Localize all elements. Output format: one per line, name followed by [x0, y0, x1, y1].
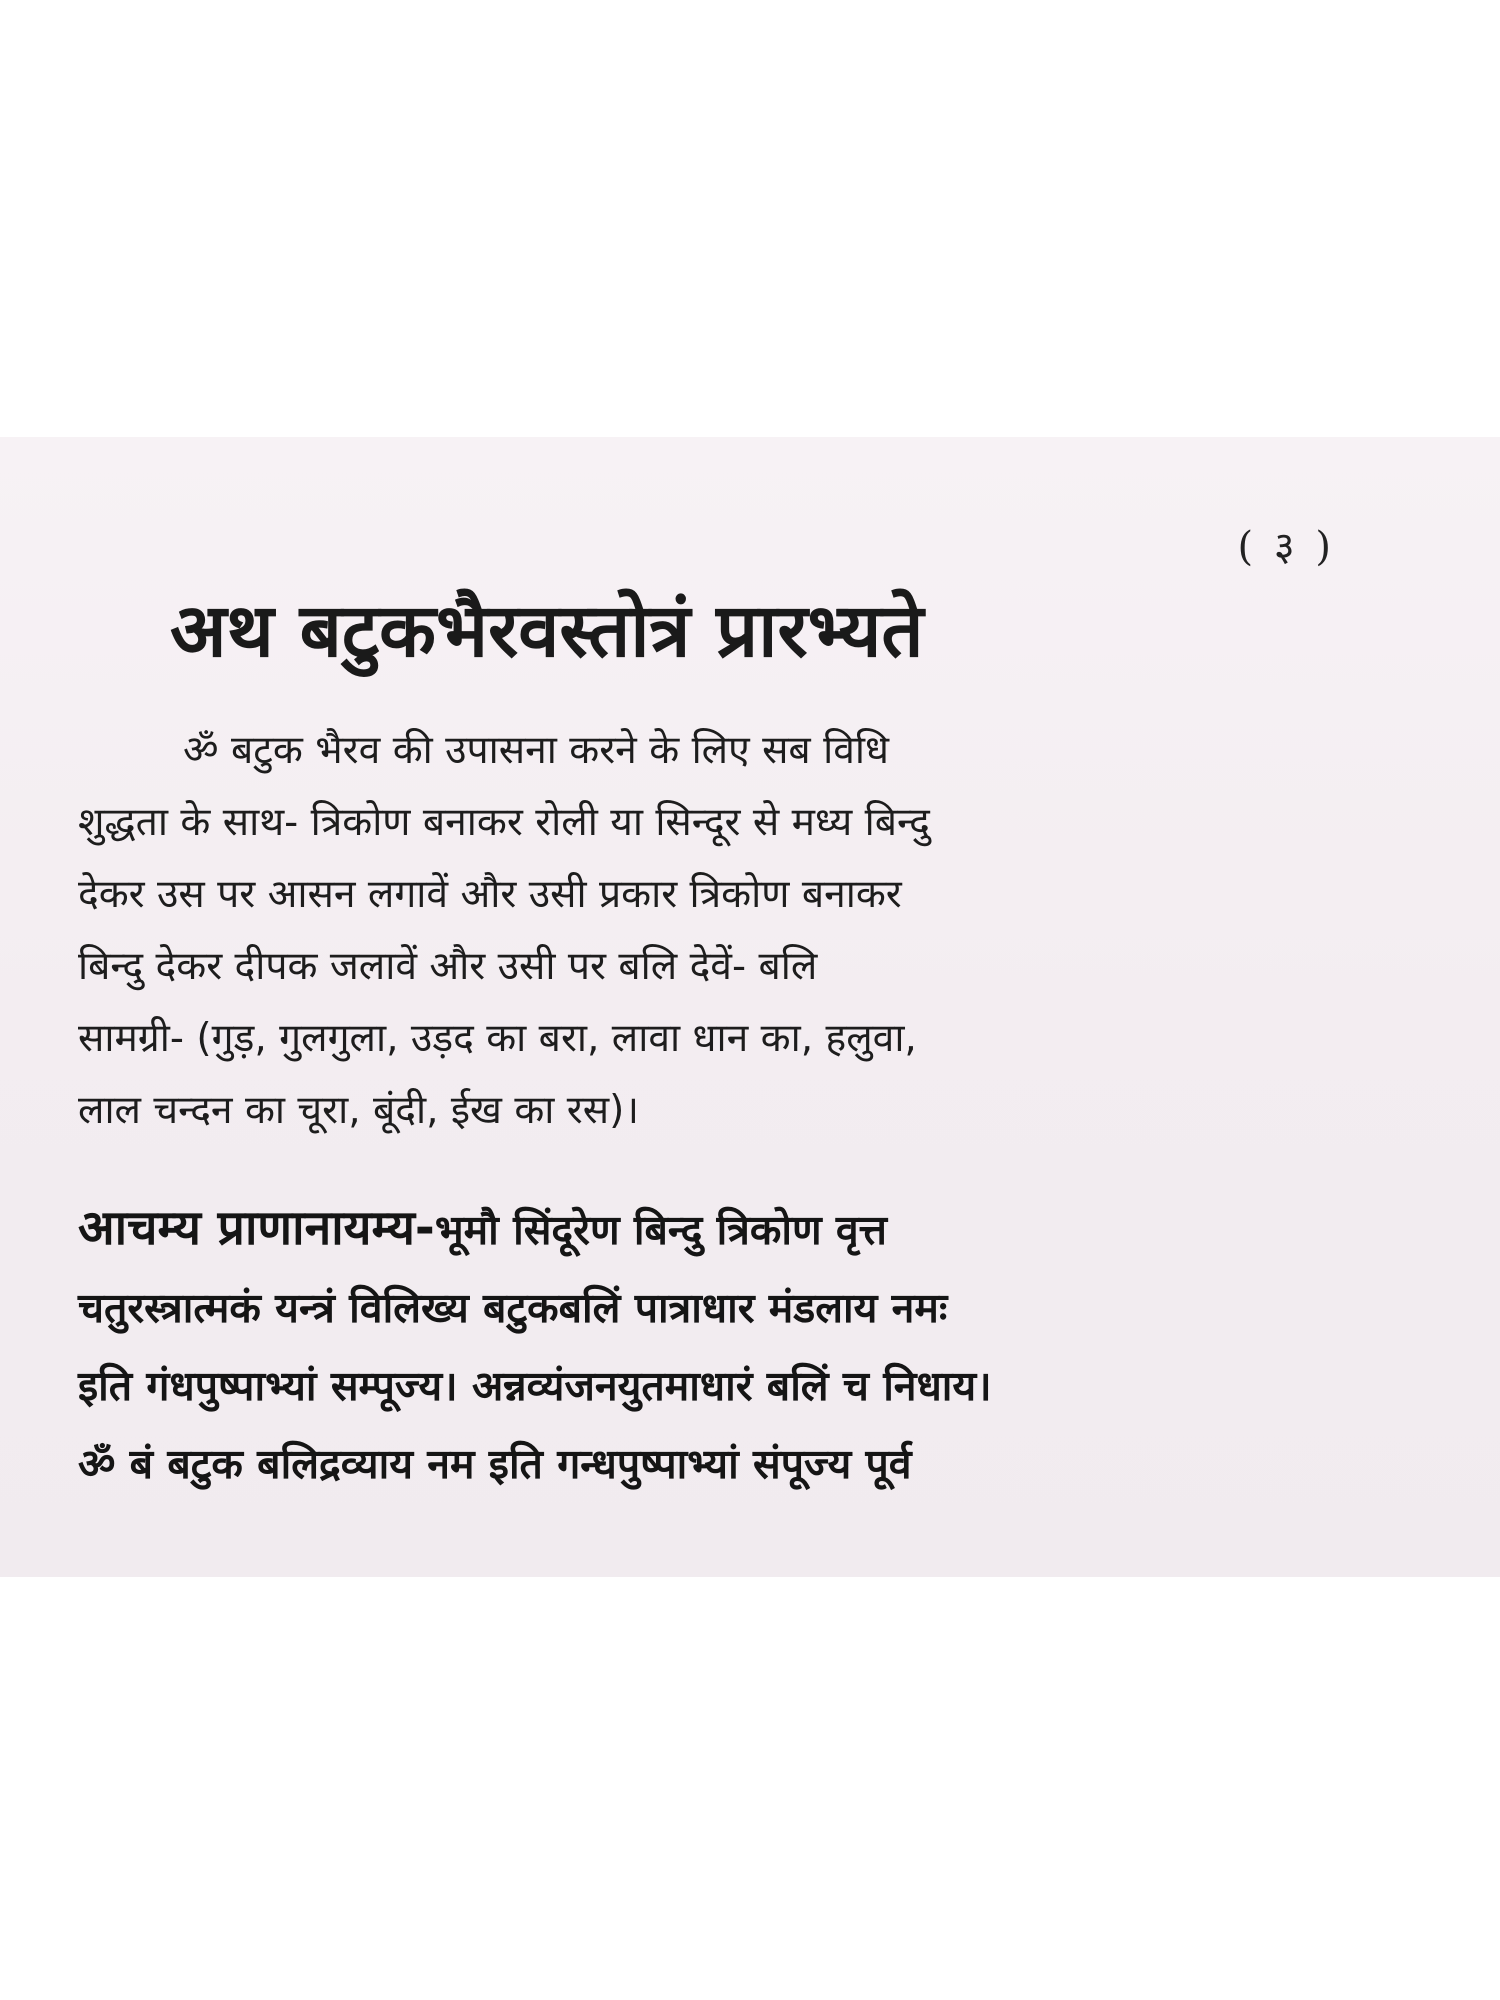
intro-line: शुद्धता के साथ- त्रिकोण बनाकर रोली या सिन्दूर से मध्य बिन्दु: [78, 800, 930, 845]
intro-line: ॐ बटुक भैरव की उपासना करने के लिए सब विधि: [183, 728, 889, 773]
page-heading: अथ बटुकभैरवस्तोत्रं प्रारभ्यते: [170, 588, 924, 674]
sanskrit-line-text: भूमौ सिंदूरेण बिन्दु त्रिकोण वृत्त: [434, 1206, 888, 1254]
sanskrit-paragraph: [78, 1189, 1348, 1503]
page-number: ( ३ ): [1237, 524, 1335, 570]
sanskrit-line: इति गंधपुष्पाभ्यां सम्पूज्य। अन्नव्यंजनयुतमाधारं बलिं च निधाय।: [78, 1362, 992, 1410]
sanskrit-line: [78, 1189, 1348, 1269]
scanned-page: [0, 437, 1500, 1577]
intro-line: सामग्री- (गुड़, गुलगुला, उड़द का बरा, लावा धान का, हलुवा,: [78, 1016, 917, 1061]
intro-line: बिन्दु देकर दीपक जलावें और उसी पर बलि देवें- बलि: [78, 944, 818, 989]
sanskrit-line: ॐ बं बटुक बलिद्रव्याय नम इति गन्धपुष्पाभ्यां संपूज्य पूर्व: [78, 1440, 912, 1488]
intro-line: देकर उस पर आसन लगावें और उसी प्रकार त्रिकोण बनाकर: [78, 872, 902, 917]
sanskrit-lead: आचम्य प्राणानायम्य-: [78, 1200, 435, 1256]
sanskrit-line: चतुरस्त्रात्मकं यन्त्रं विलिख्य बटुकबलिं पात्राधार मंडलाय नमः: [78, 1284, 948, 1332]
intro-paragraph: [78, 715, 1348, 1147]
intro-line: लाल चन्दन का चूरा, बूंदी, ईख का रस)।: [78, 1088, 640, 1133]
